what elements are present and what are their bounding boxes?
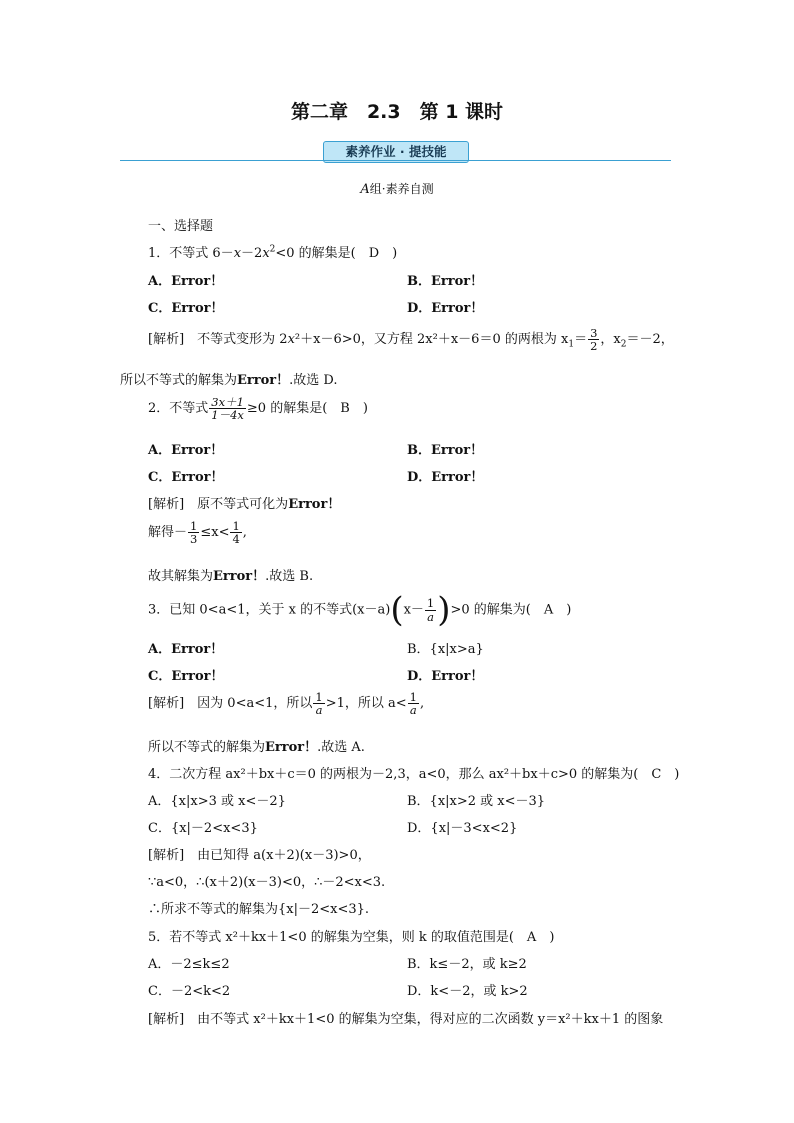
q3-solution-line2: 所以不等式的解集为Error！.故选 A. — [148, 740, 365, 755]
q5-solution-line1: [解析] 由不等式 x²＋kx＋1<0 的解集为空集，得对应的二次函数 y＝x²＋kx＋1 的图象 — [148, 1012, 664, 1027]
q2-stem: 2．不等式 $\frac{3x+1}{1-4x}$ ≥0 的解集是( B ) — [148, 395, 368, 423]
q2-jiexi-label: [解析] — [148, 497, 185, 512]
q1-option-c: C．Error！ — [148, 301, 224, 316]
q2-solution-line3: 故其解集为Error！.故选 B. — [148, 569, 314, 584]
q5-option-c: C．－2<k<2 — [148, 984, 231, 999]
q5-option-b: B．k≤－2，或 k≥2 — [407, 957, 527, 972]
q5-jiexi-label: [解析] — [148, 1012, 185, 1027]
q3-option-a: A．Error！ — [148, 642, 224, 657]
q4-jiexi-label: [解析] — [148, 848, 185, 863]
q2-option-d: D．Error！ — [407, 470, 484, 485]
group-text: 组·素养自测 — [369, 182, 434, 196]
q3-stem: 3．已知 0<a<1，关于 x 的不等式(x－a)(x－ $\frac{1}{a}$ )>0 的解集为( A ) — [148, 590, 572, 630]
q1-solution-line2: 所以不等式的解集为Error！.故选 D. — [120, 373, 338, 388]
group-heading — [0, 180, 794, 197]
q4-stem: 4．二次方程 ax²＋bx＋c＝0 的两根为－2,3，a<0，那么 ax²＋bx＋c>0 的解集为( C ) — [148, 767, 680, 782]
q1-stem: 1．不等式 $6-x-2x^2<0$ 的解集是( D ) — [148, 244, 398, 261]
q1-option-d: D．Error！ — [407, 301, 484, 316]
q4-solution-line1: [解析] 由已知得 a(x＋2)(x－3)>0， — [148, 848, 371, 863]
q3-solution-line1: [解析] 因为 0<a<1，所以 $\frac{1}{a}$ >1，所以 a< $\frac{1}{a}$ , — [148, 690, 425, 718]
q2-solution-line1: [解析] 原不等式可化为Error！ — [148, 497, 341, 512]
q5-stem: 5．若不等式 x²＋kx＋1<0 的解集为空集，则 k 的取值范围是( A ) — [148, 930, 555, 945]
q2-solution-line2: 解得－ $\frac{1}{3}$ ≤x< $\frac{1}{4}$ , — [148, 519, 247, 547]
page-title: 第二章 2.3 第 1 课时 — [290, 101, 504, 123]
q4-option-d: D．{x|－3<x<2} — [407, 821, 518, 836]
q3-option-d: D．Error！ — [407, 669, 484, 684]
q4-option-c: C．{x|－2<x<3} — [148, 821, 258, 836]
section-banner: 素养作业 · 提技能 — [323, 141, 469, 163]
q4-option-a: A．{x|x>3 或 x<－2} — [148, 794, 286, 809]
q3-option-b: B．{x|x>a} — [407, 642, 484, 657]
q4-solution-line3: ∴所求不等式的解集为{x|－2<x<3}. — [148, 902, 370, 917]
q1-option-a: A．Error！ — [148, 274, 224, 289]
header-rule — [120, 160, 671, 161]
q2-option-a: A．Error！ — [148, 443, 224, 458]
q2-option-b: B．Error！ — [407, 443, 484, 458]
q5-option-d: D．k<－2，或 k>2 — [407, 984, 528, 999]
q1-solution-line1: [解析] 不等式变形为 2x²＋x－6>0，又方程 2x²＋x－6＝0 的两根为 $x_1=$ $\frac{3}{2}$ ，$x_2=-2$， — [148, 326, 674, 354]
q4-option-b: B．{x|x>2 或 x<－3} — [407, 794, 546, 809]
group-letter: A — [360, 182, 370, 197]
q1-jiexi-label: [解析] — [148, 332, 185, 348]
q2-option-c: C．Error！ — [148, 470, 224, 485]
q1-option-b: B．Error！ — [407, 274, 484, 289]
q3-option-c: C．Error！ — [148, 669, 224, 684]
q5-option-a: A．－2≤k≤2 — [148, 957, 230, 972]
q3-jiexi-label: [解析] — [148, 696, 185, 712]
q4-solution-line2: ∵a<0，∴(x＋2)(x－3)<0，∴－2<x<3. — [148, 875, 386, 890]
section-heading: 一、选择题 — [148, 219, 214, 234]
